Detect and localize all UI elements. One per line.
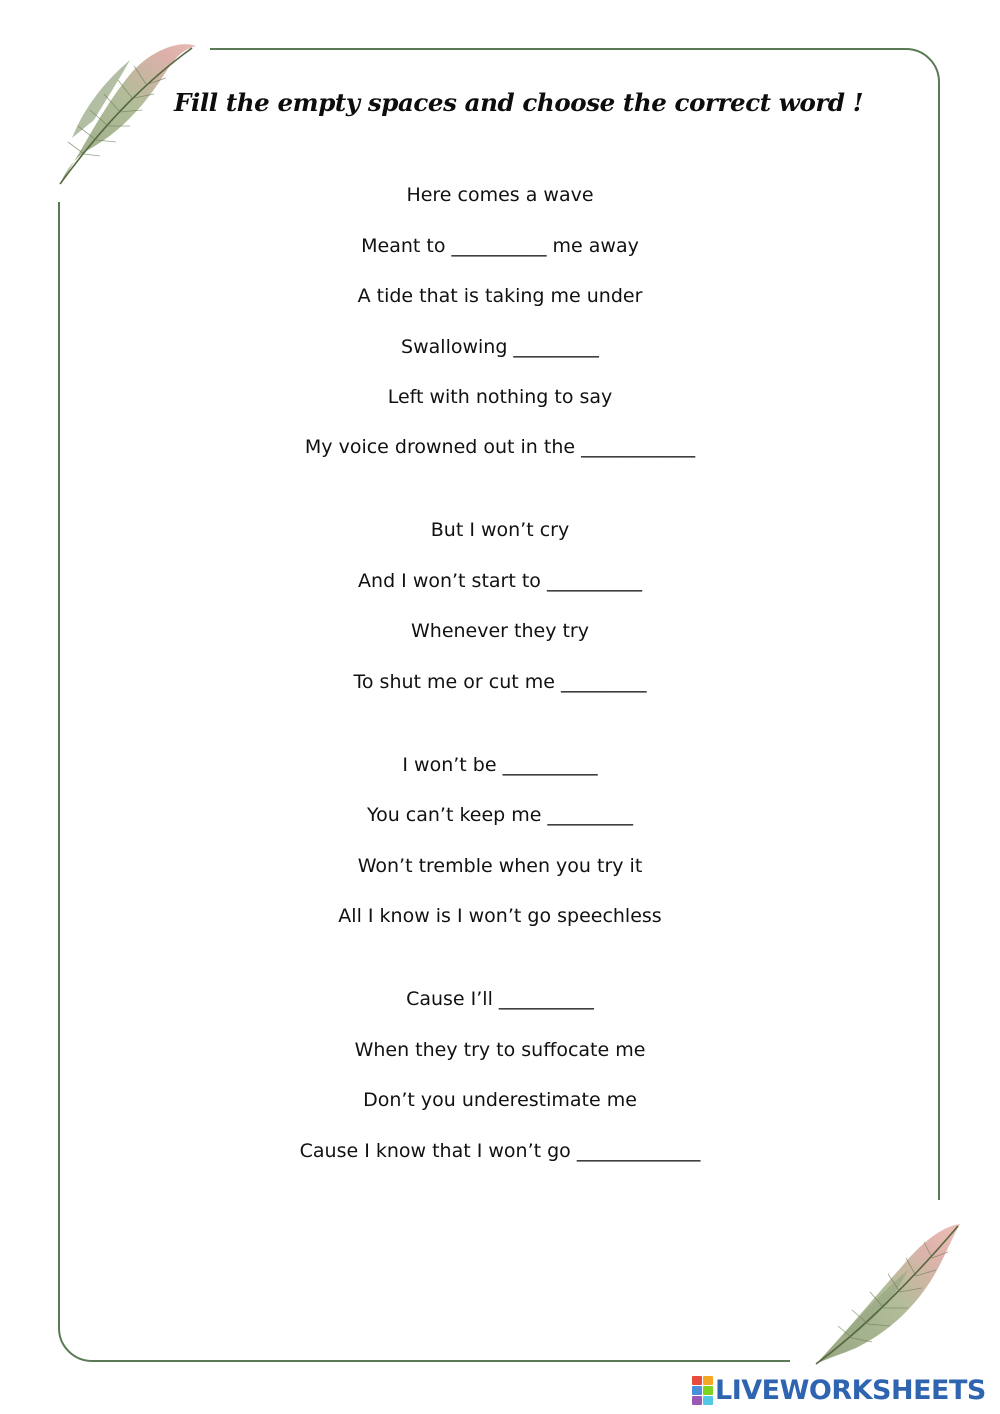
- lyric-line: Left with nothing to say: [387, 386, 613, 408]
- worksheet-title: Fill the empty spaces and choose the correct word !: [174, 88, 864, 117]
- lyric-line: Meant to __________ me away: [361, 235, 639, 257]
- lyric-line: Here comes a wave: [406, 184, 594, 206]
- liveworksheets-logo-icon: [692, 1376, 712, 1404]
- lyric-line: You can’t keep me _________: [367, 804, 633, 826]
- logo-tile: [703, 1386, 713, 1395]
- logo-tile: [703, 1396, 713, 1405]
- lyric-line: And I won’t start to __________: [358, 570, 642, 592]
- watermark-text: LIVEWORKSHEETS: [715, 1374, 986, 1406]
- liveworksheets-watermark: [692, 1373, 986, 1407]
- logo-tile: [703, 1376, 713, 1385]
- lyric-line: My voice drowned out in the ____________: [304, 436, 696, 458]
- lyric-line: Cause I know that I won’t go _____________: [299, 1140, 701, 1162]
- lyric-line: I won’t be __________: [402, 754, 598, 776]
- lyric-line: But I won’t cry: [430, 519, 570, 541]
- lyric-line: To shut me or cut me _________: [353, 671, 647, 693]
- lyric-line: A tide that is taking me under: [357, 285, 643, 307]
- lyric-line: All I know is I won’t go speechless: [338, 905, 662, 927]
- lyric-line: When they try to suffocate me: [354, 1039, 646, 1061]
- logo-tile: [692, 1376, 702, 1385]
- logo-tile: [692, 1396, 702, 1405]
- lyric-line: Swallowing _________: [401, 336, 599, 358]
- lyric-line: Don’t you underestimate me: [363, 1089, 637, 1111]
- lyric-line: Won’t tremble when you try it: [357, 855, 643, 877]
- logo-tile: [692, 1386, 702, 1395]
- feather-icon: [812, 1220, 964, 1368]
- lyric-line: Cause I’ll __________: [406, 988, 594, 1010]
- lyric-line: Whenever they try: [410, 620, 589, 642]
